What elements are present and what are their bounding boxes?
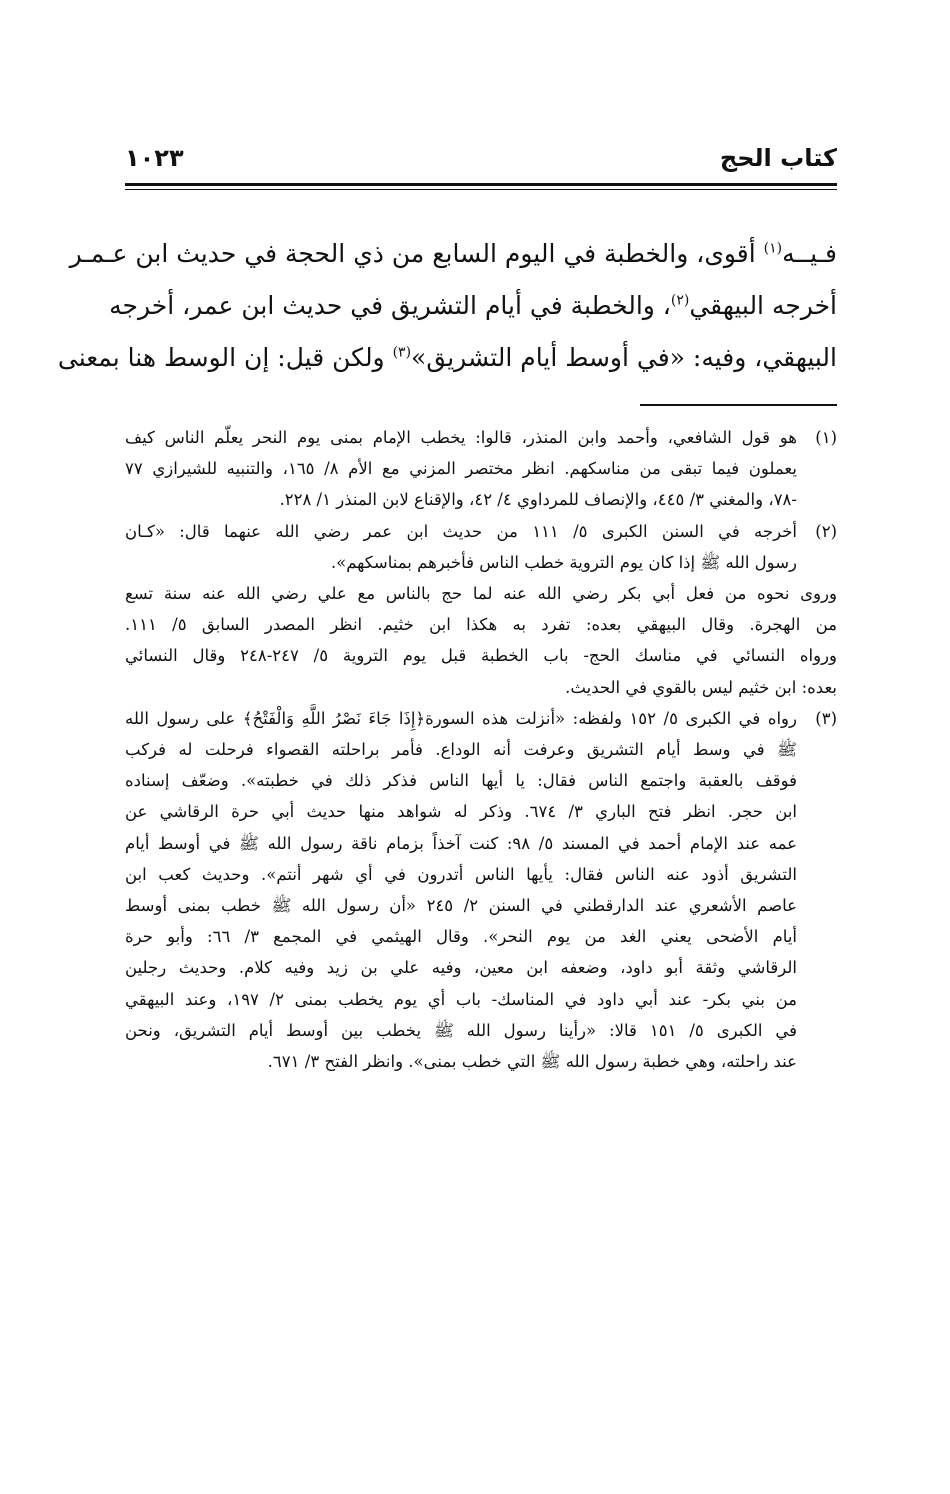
- footnote-number: (٣): [815, 708, 837, 728]
- main-text: [57, 228, 837, 384]
- header-rule-thick: [125, 183, 837, 186]
- footnote-number: (٢): [815, 521, 837, 541]
- footnote-line: فوقف بالعقبة واجتمع الناس فقال: يا أيها الناس فذكر ذلك في خطبته». وضعّف إسناده: [125, 771, 797, 791]
- main-line: فـيــه$^{(١)}$ أقوى، والخطبة في اليوم السابع من ذي الحجة في حديث ابن عـمـر: [69, 239, 837, 268]
- footnote-3: [125, 703, 837, 1077]
- footnote-line: رسول الله ﷺ إذا كان يوم التروية خطب الناس فأخبرهم بمناسكهم».: [330, 552, 797, 572]
- chapter-title: كتاب الحج: [719, 144, 837, 172]
- footnote-line: عند راحلته، وهي خطبة رسول الله ﷺ التي خطب بمنى». وانظر الفتح ٣/ ٦٧١.: [267, 1052, 797, 1072]
- footnote-line: يعملون فيما تبقى من مناسكهم. انظر مختصر المزني مع الأم ٨/ ١٦٥، والتنبيه للشيرازي ٧٧: [125, 459, 797, 479]
- main-line: أخرجه البيهقي$^{(٢)}$، والخطبة في أيام التشريق في حديث ابن عمر، أخرجه: [109, 291, 837, 320]
- footnote-ref: (٣): [392, 344, 412, 361]
- footnote-ref: (١): [763, 240, 783, 257]
- footnote-line: من الهجرة. وقال البيهقي بعده: تفرد به هكذا ابن خثيم. انظر المصدر السابق ٥/ ١١١.: [125, 615, 837, 635]
- footnote-line: عاصم الأشعري عند الدارقطني في السنن ٢/ ٢٤٥ «أن رسول الله ﷺ خطب بمنى أوسط: [125, 896, 798, 916]
- footnote-line: ﷺ في وسط أيام التشريق وعرفت أنه الوداع. فأمر براحلته القصواء فرحلت له فركب: [125, 740, 797, 760]
- footnote-2-continuation: [125, 578, 837, 703]
- footnote-line: التشريق أذود عنه الناس فقال: يأيها الناس أتدرون في أي شهر أنتم». وحديث كعب ابن: [125, 864, 797, 884]
- page-number: ١٠٢٣: [125, 144, 184, 172]
- footnote-2: [125, 516, 837, 578]
- footnote-line: في الكبرى ٥/ ١٥١ قالا: «رأينا رسول الله ﷺ يخطب بين أوسط أيام التشريق، ونحن: [125, 1020, 797, 1040]
- header-rule-thin: [125, 189, 837, 190]
- footnote-line: من بني بكر- عند أبي داود في المناسك- باب أي يوم يخطب بمنى ٢/ ١٩٧، وعند البيهقي: [125, 989, 797, 1009]
- footnote-separator: [640, 404, 837, 406]
- footnote-line: أيام الأضحى يعني الغد من يوم النحر». وقال الهيثمي في المجمع ٣/ ٦٦: وأبو حرة: [125, 927, 797, 947]
- footnote-line: وروى نحوه من فعل أبي بكر رضي الله عنه لما حج بالناس مع علي رضي الله عنه سنة تسع: [125, 584, 837, 604]
- footnote-1: [125, 422, 837, 516]
- footnote-line: بعده: ابن خثيم ليس بالقوي في الحديث.: [565, 677, 837, 697]
- footnote-line: ورواه النسائي في مناسك الحج- باب الخطبة قبل يوم التروية ٥/ ٢٤٧-٢٤٨ وقال النسائي: [125, 646, 837, 666]
- footnote-line: ابن حجر. انظر فتح الباري ٣/ ٦٧٤. وذكر له شواهد منها حديث أبي حرة الرقاشي عن: [125, 802, 797, 822]
- footnote-number: (١): [815, 428, 837, 447]
- footnote-line: عمه عند الإمام أحمد في المسند ٥/ ٩٨: كنت آخذاً بزمام ناقة رسول الله ﷺ في أوسط أيام: [125, 833, 797, 853]
- footnote-line: الرقاشي وثقة أبو داود، وضعفه ابن معين، وفيه علي بن زيد وفيه كلام. وحديث رجلين: [125, 958, 797, 978]
- footnote-line: -٧٨، والمغني ٣/ ٤٤٥، والإنصاف للمرداوي ٤/ ٤٢، والإقناع لابن المنذر ١/ ٢٢٨.: [279, 490, 797, 510]
- footnotes: [125, 422, 837, 1077]
- page-header: [125, 140, 837, 180]
- footnote-line: رواه في الكبرى ٥/ ١٥٢ ولفظه: «أنزلت هذه السورة﴿إِذَا جَاءَ نَصْرُ اللَّهِ وَالْفَتْحُ﴾ على رسول الله: [125, 708, 797, 728]
- footnote-line: هو قول الشافعي، وأحمد وابن المنذر، قالوا: يخطب الإمام بمنى يوم النحر يعلّم الناس كيف: [125, 428, 798, 447]
- footnote-ref: (٢): [670, 292, 690, 309]
- main-line: البيهقي، وفيه: «في أوسط أيام التشريق»$^{(٣)}$ ولكن قيل: إن الوسط هنا بمعنى: [57, 343, 837, 372]
- footnote-line: أخرجه في السنن الكبرى ٥/ ١١١ من حديث ابن عمر رضي الله عنهما قال: «كـان: [125, 521, 797, 541]
